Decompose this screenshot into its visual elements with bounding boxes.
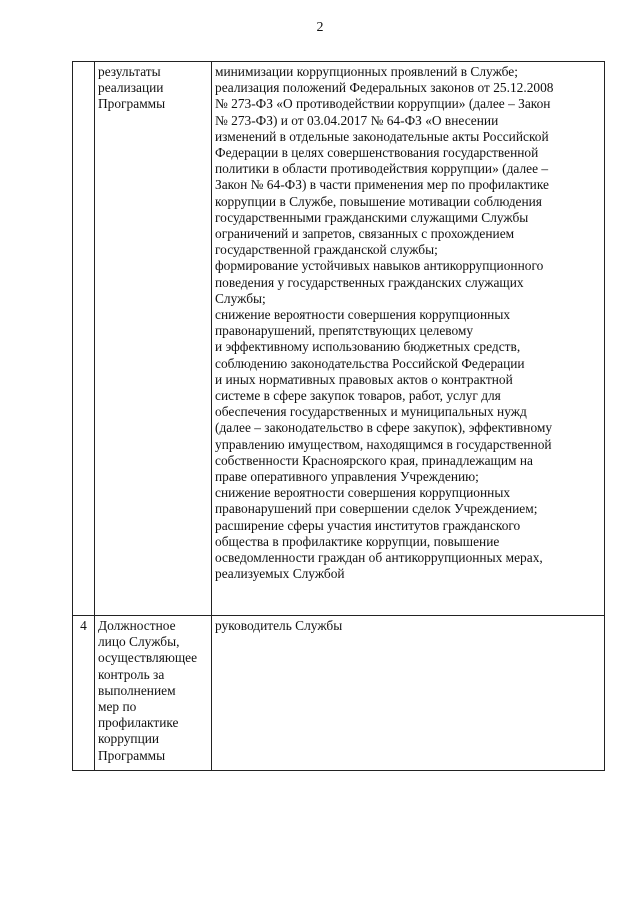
text-line: обеспечения государственных и муниципальных нужд: [215, 404, 527, 420]
table-row: [73, 62, 605, 616]
row-label-cell: [95, 62, 212, 616]
text-line: и иных нормативных правовых актов о контрактной: [215, 371, 513, 387]
text-line: снижение вероятности совершения коррупционных: [215, 485, 511, 501]
text-line: и эффективному использованию бюджетных средств,: [215, 339, 521, 355]
text-line: государственными гражданскими служащими Службы: [215, 209, 529, 225]
text-line: ограничений и запретов, связанных с прохождением: [215, 226, 515, 242]
text-line: правонарушений при совершении сделок Учреждением;: [215, 501, 538, 517]
text-line: Программы: [98, 747, 166, 763]
text-line: минимизации коррупционных проявлений в Службе;: [215, 64, 518, 79]
text-line: реализуемых Службой: [215, 566, 345, 582]
text-line: расширение сферы участия институтов гражданского: [215, 517, 521, 533]
text-line: Программы: [98, 96, 166, 112]
text-line: общества в профилактике коррупции, повышение: [215, 533, 500, 549]
text-line: профилактике: [98, 715, 179, 731]
row-content-cell: [212, 62, 605, 616]
table-row: [73, 616, 605, 771]
row-number-cell: [73, 62, 95, 616]
text-line: мер по: [98, 699, 137, 715]
text-line: реализации: [98, 80, 164, 96]
text-line: поведения у государственных гражданских служащих: [215, 274, 524, 290]
text-line: государственной гражданской службы;: [215, 242, 438, 258]
document-table: [72, 61, 605, 771]
row-content-cell: [212, 616, 605, 771]
text-line: соблюдению законодательства Российской Федерации: [215, 355, 525, 371]
text-line: коррупции: [98, 731, 160, 747]
text-line: результаты: [98, 64, 161, 79]
row-number-cell: 4: [73, 616, 95, 771]
text-line: осуществляющее: [98, 650, 198, 666]
text-line: системе в сфере закупок товаров, работ, услуг для: [215, 388, 501, 404]
text-line: Федерации в целях совершенствования государственной: [215, 145, 539, 161]
row-label-cell: [95, 616, 212, 771]
text-line: формирование устойчивых навыков антикоррупционного: [215, 258, 544, 274]
page-number: 2: [316, 20, 324, 35]
text-line: контроль за: [98, 666, 165, 682]
text-line: Закон № 64-ФЗ) в части применения мер по профилактике: [215, 177, 549, 193]
text-line: политики в области противодействия коррупции» (далее –: [215, 161, 549, 177]
text-line: коррупции в Службе, повышение мотивации соблюдения: [215, 193, 542, 209]
text-line: выполнением: [98, 682, 176, 698]
text-line: Службы;: [215, 290, 266, 306]
text-line: реализация положений Федеральных законов от 25.12.2008: [215, 80, 554, 96]
text-line: руководитель Службы: [215, 618, 343, 633]
text-line: лицо Службы,: [98, 634, 180, 650]
text-line: изменений в отдельные законодательные акты Российской: [215, 128, 549, 144]
text-line: управлению имуществом, находящимся в государственной: [215, 436, 552, 452]
text-line: № 273-ФЗ) и от 03.04.2017 № 64-ФЗ «О внесении: [215, 112, 499, 128]
text-line: № 273-ФЗ «О противодействии коррупции» (далее – Закон: [215, 96, 551, 112]
text-line: снижение вероятности совершения коррупционных: [215, 307, 511, 323]
text-line: праве оперативного управления Учреждению;: [215, 469, 479, 485]
text-line: Должностное: [98, 618, 176, 633]
text-line: собственности Красноярского края, принадлежащим на: [215, 452, 533, 468]
text-line: осведомленности граждан об антикоррупционных мерах,: [215, 550, 543, 566]
text-line: правонарушений, препятствующих целевому: [215, 323, 474, 339]
text-line: (далее – законодательство в сфере закупок), эффективному: [215, 420, 553, 436]
